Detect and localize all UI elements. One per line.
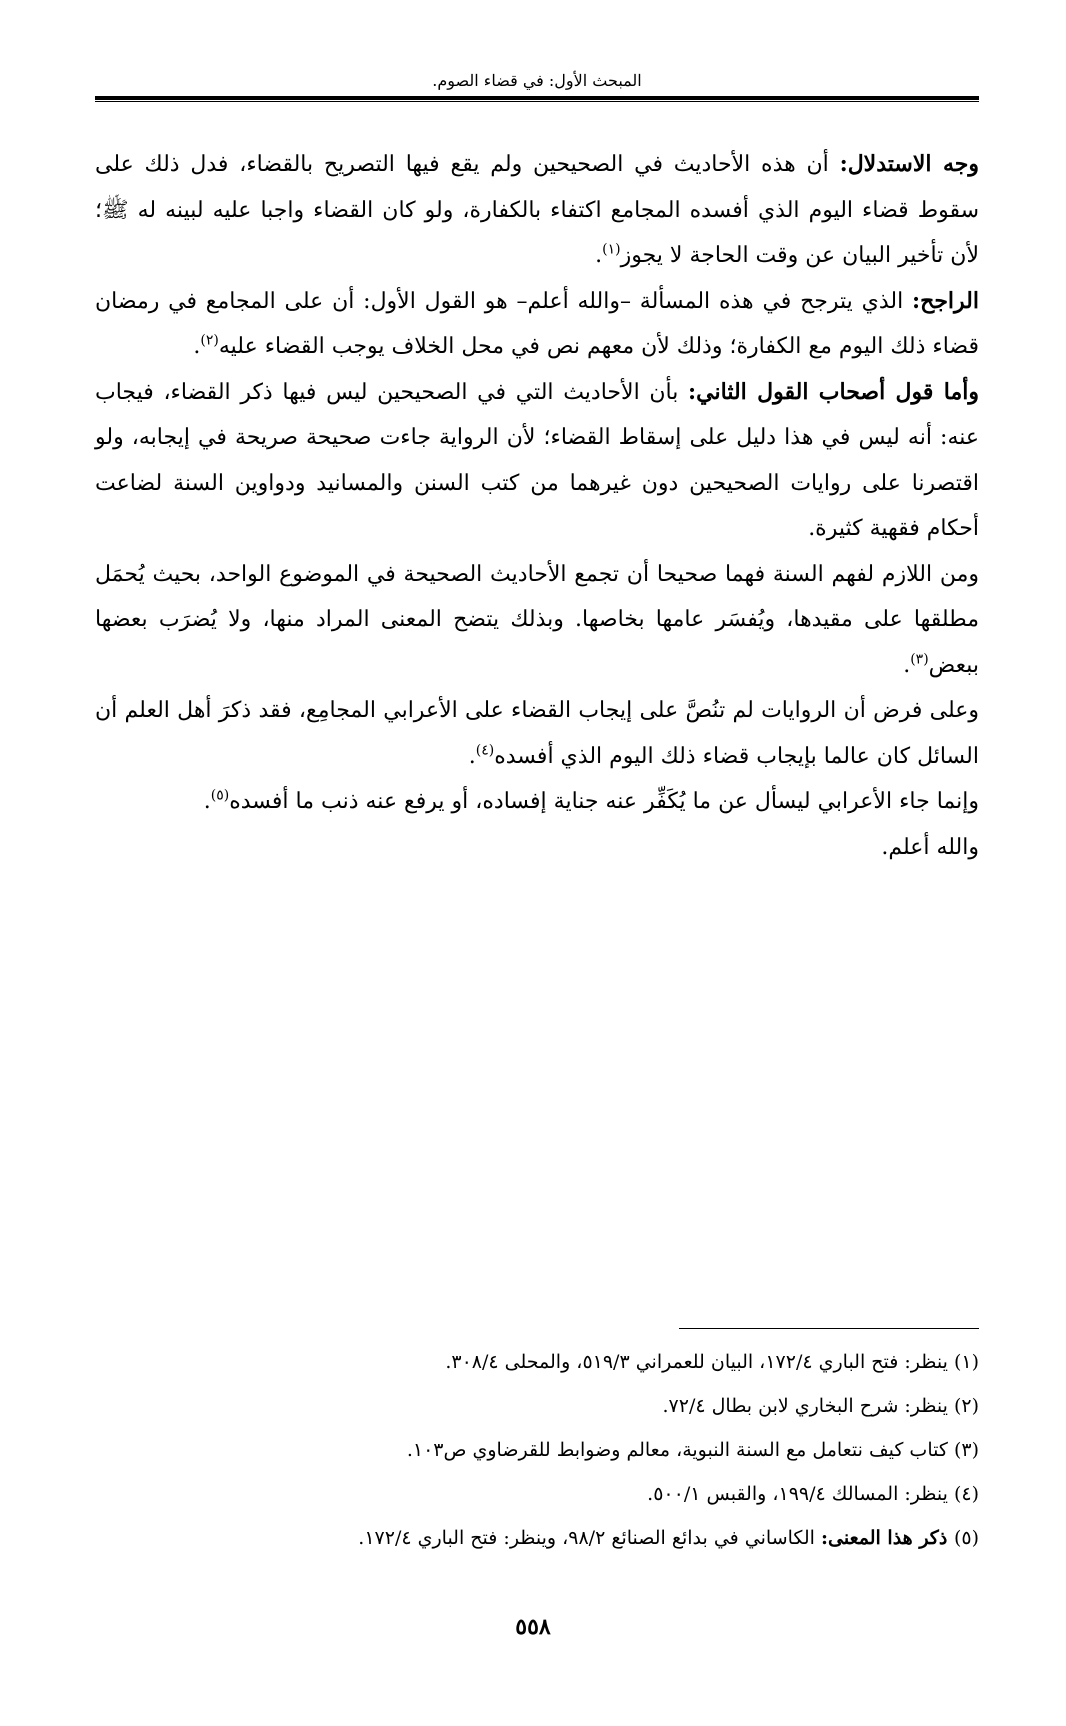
footnote-ref: (٣) — [910, 651, 929, 668]
paragraph-text: والله أعلم. — [881, 834, 979, 860]
footnote-number: (٥) — [953, 1527, 979, 1549]
footnote-number: (٣) — [953, 1439, 979, 1461]
paragraph-lead: الراجح: — [912, 287, 979, 314]
footnote-separator — [679, 1328, 979, 1329]
footnote-item — [95, 1340, 979, 1384]
paragraph-lead: وجه الاستدلال: — [839, 151, 979, 177]
footnote-text: ينظر: شرح البخاري لابن بطال ٧٢/٤. — [662, 1395, 954, 1417]
footnote-text: ينظر: المسالك ١٩٩/٤، والقبس ٥٠٠/١. — [647, 1483, 954, 1505]
footnote-text: الكاساني في بدائع الصنائع ٩٨/٢، وينظر: فتح الباري ١٧٢/٤. — [358, 1527, 822, 1549]
footnote-number: (٢) — [953, 1395, 979, 1417]
paragraph-response — [95, 370, 979, 552]
main-text — [95, 142, 979, 870]
paragraph-sunnah — [95, 552, 979, 689]
footnote-text: ينظر: فتح الباري ١٧٢/٤، البيان للعمراني ٥١٩/٣، والمحلى ٣٠٨/٤. — [445, 1351, 954, 1373]
paragraph-preferred — [95, 279, 979, 370]
paragraph-end: . — [193, 334, 201, 359]
footnote-ref: (١) — [602, 241, 621, 258]
paragraph-text: ومن اللازم لفهم السنة فهما صحيحا أن تجمع الأحاديث الصحيحة في الموضوع الواحد، بحيث يُحمَل مطلقها على مقيدها، ويُفسَر عامها بخاصها. وبذلك يتضح المعنى المراد منها، ولا يُضرَب بعضها ببعض — [95, 561, 979, 678]
footnote-item — [95, 1472, 979, 1516]
paragraph-text: وعلى فرض أن الروايات لم تنُصَّ على إيجاب القضاء على الأعرابي المجامِع، فقد ذكرَ أهل العلم أن السائل كان عالما بإيجاب قضاء ذلك اليوم الذي أفسده — [95, 698, 979, 769]
paragraph-text: الذي يترجح في هذه المسألة –والله أعلم– هو القول الأول: أن على المجامع في رمضان قضاء ذلك اليوم مع الكفارة؛ وذلك لأن معهم نص في محل الخلاف يوجب القضاء عليه — [95, 288, 979, 359]
paragraph-assumption — [95, 688, 979, 779]
paragraph-closing — [95, 825, 979, 871]
paragraph-end: . — [203, 789, 211, 814]
running-header: المبحث الأول: في قضاء الصوم. — [432, 71, 642, 90]
paragraph-bedouin — [95, 779, 979, 825]
paragraph-evidence — [95, 142, 979, 279]
footnote-number: (١) — [953, 1351, 979, 1373]
header-rule — [95, 96, 979, 102]
footnote-ref: (٤) — [475, 742, 495, 759]
footnote-item — [95, 1516, 979, 1560]
footnote-number: (٤) — [953, 1483, 979, 1505]
footnote-lead: ذكر هذا المعنى: — [821, 1527, 954, 1549]
footnote-ref: (٥) — [210, 787, 230, 804]
footnote-text: كتاب كيف نتعامل مع السنة النبوية، معالم وضوابط للقرضاوي ص١٠٣. — [406, 1439, 954, 1461]
paragraph-text: وإنما جاء الأعرابي ليسأل عن ما يُكَفِّر عنه جناية إفساده، أو يرفع عنه ذنب ما أفسده — [229, 789, 979, 814]
page-number: ٥٥٨ — [515, 1614, 551, 1640]
paragraph-end: . — [903, 652, 911, 678]
footnote-ref: (٢) — [200, 332, 219, 349]
paragraph-end: . — [468, 743, 476, 769]
paragraph-text: بأن الأحاديث التي في الصحيحين ليس فيها ذكر القضاء، فيجاب عنه: أنه ليس في هذا دليل على إسقاط القضاء؛ لأن الرواية جاءت صحيحة صريحة في إيجابه، ولو اقتصرنا على روايات الصحيحين دون غيرهما من كتب السنن والمسانيد ودواوين السنة لضاعت أحكام فقهية كثيرة. — [95, 379, 979, 541]
footnote-item — [95, 1428, 979, 1472]
paragraph-lead: وأما قول أصحاب القول الثاني: — [688, 378, 979, 405]
paragraph-text: أن هذه الأحاديث في الصحيحين ولم يقع فيها التصريح بالقضاء، فدل ذلك على سقوط قضاء اليوم الذي أفسده المجامع اكتفاء بالكفارة، ولو كان القضاء واجبا عليه لبينه له ﷺ؛ لأن تأخير البيان عن وقت الحاجة لا يجوز — [95, 152, 980, 268]
paragraph-end: . — [595, 243, 603, 268]
footnote-item — [95, 1384, 979, 1428]
footnotes — [95, 1340, 979, 1560]
